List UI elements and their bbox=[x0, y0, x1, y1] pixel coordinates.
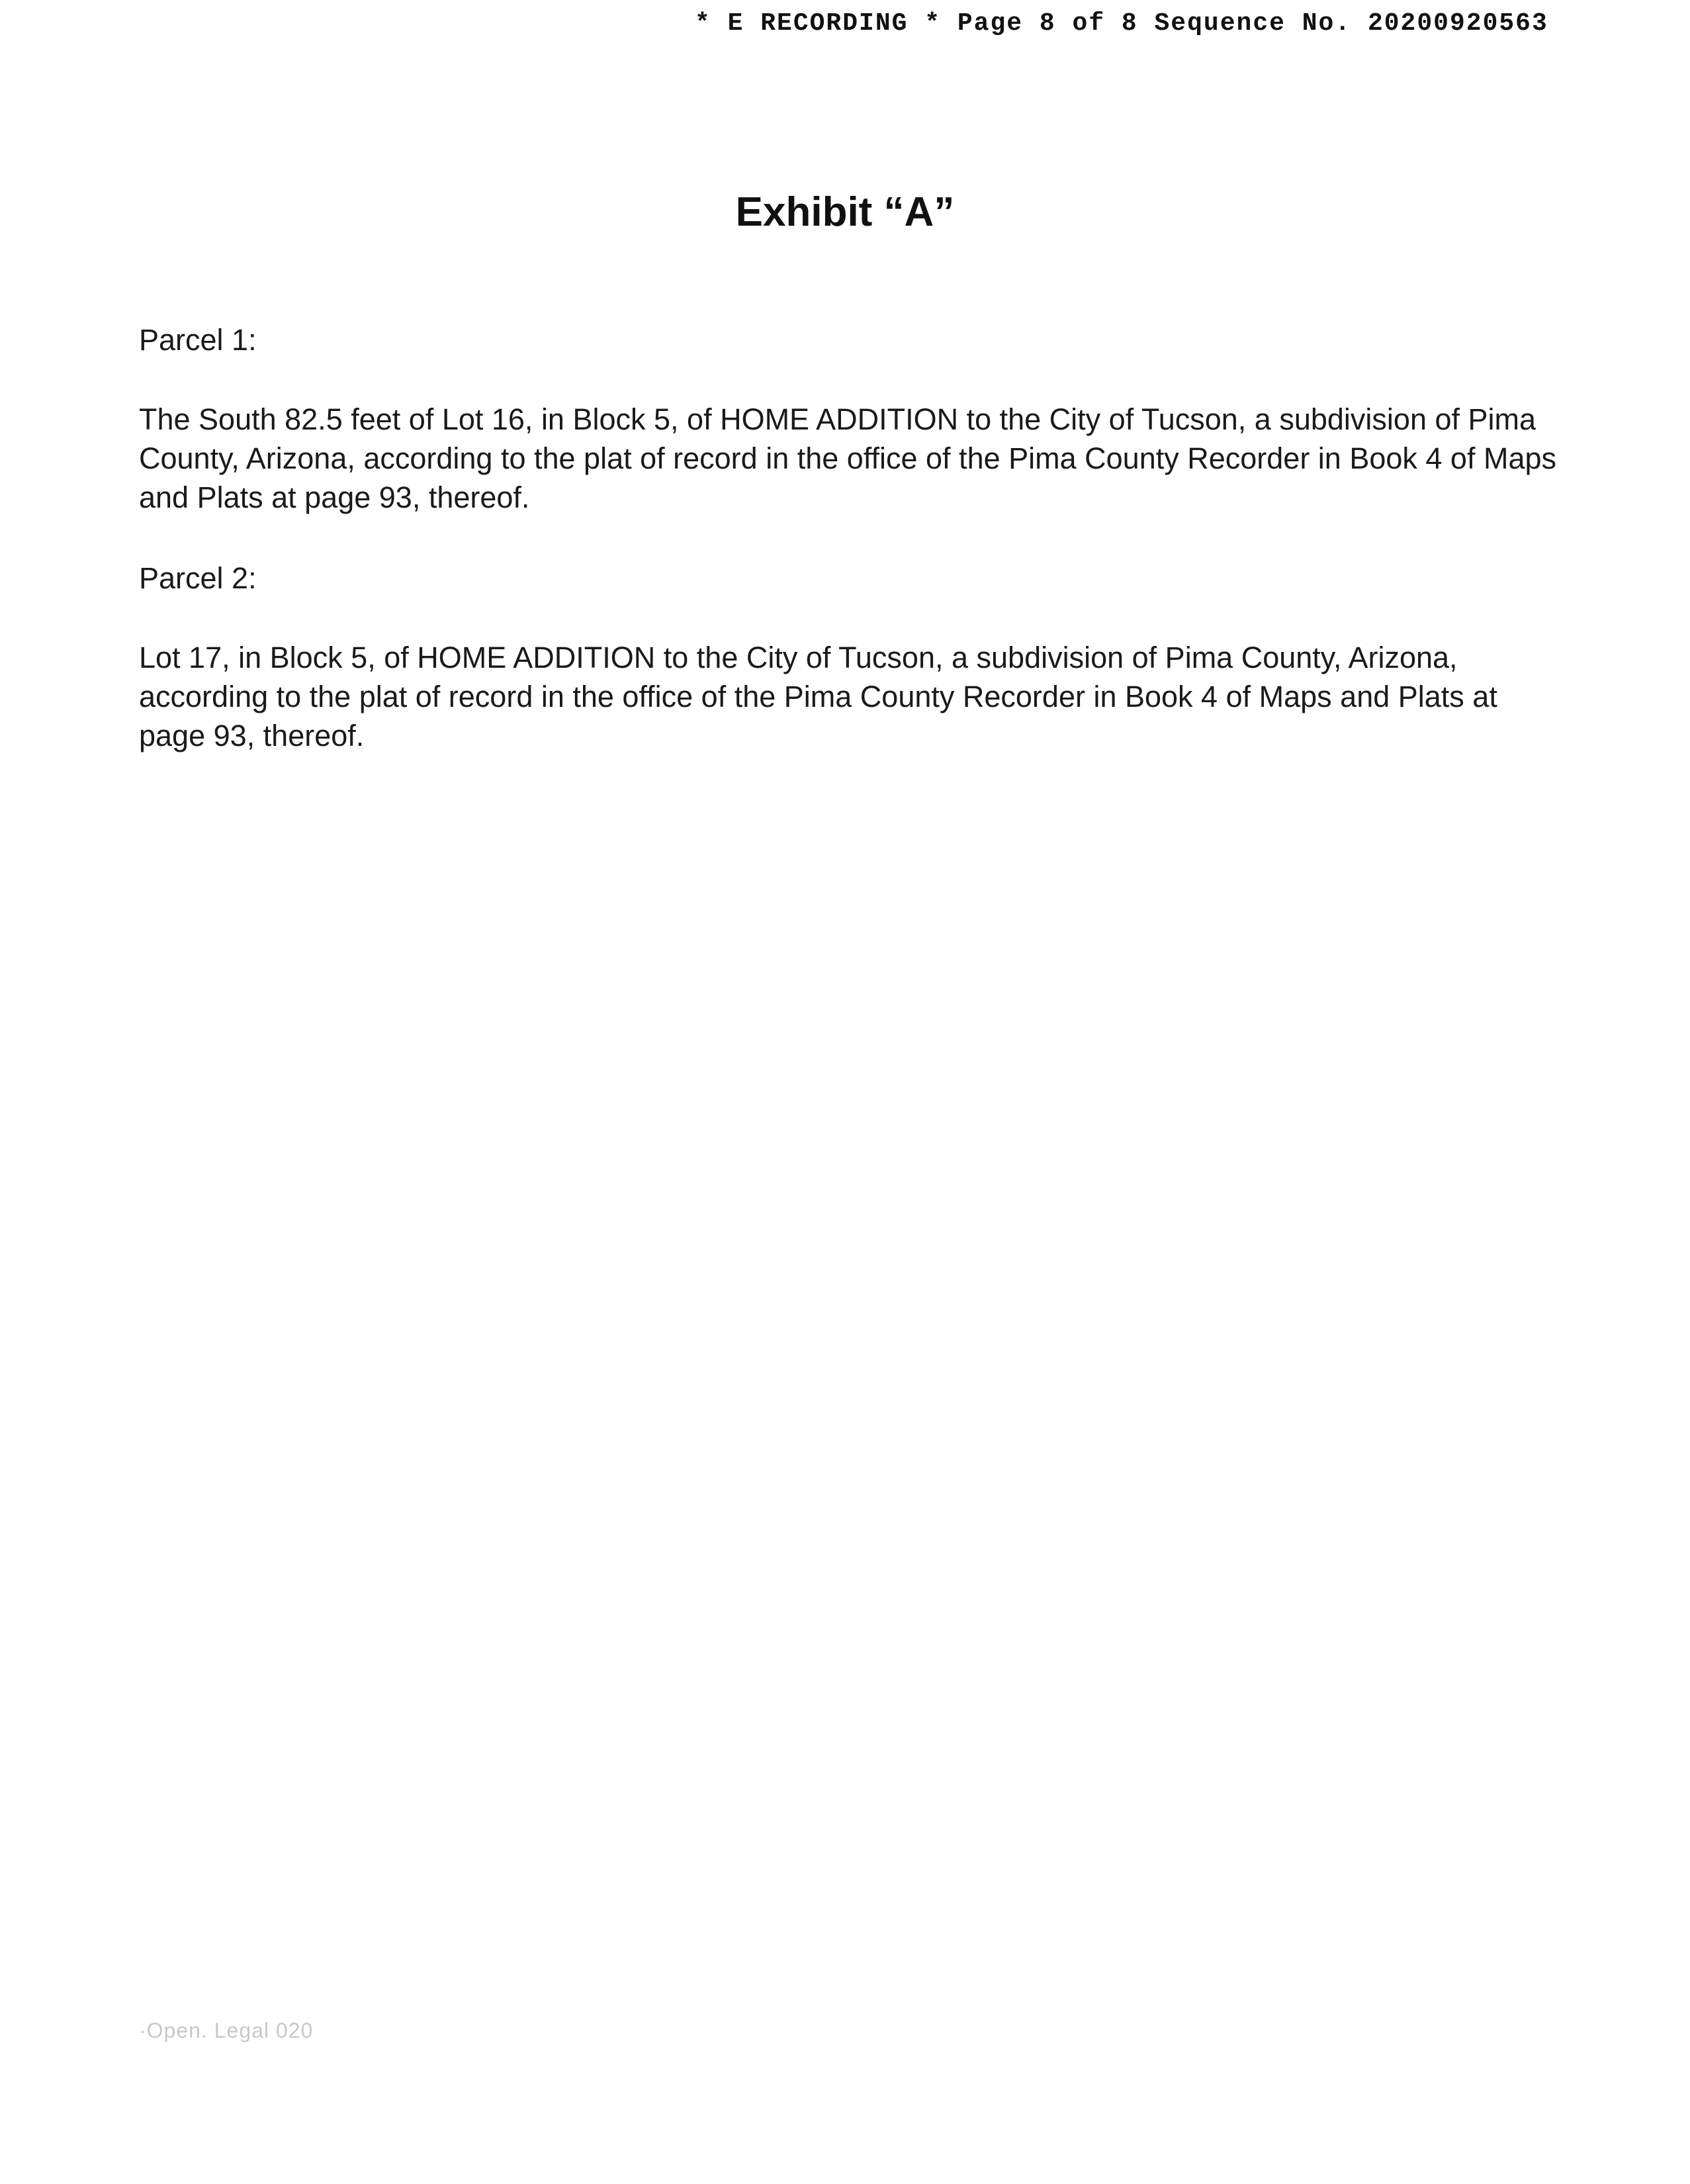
recording-header: * E RECORDING * Page 8 of 8 Sequence No. 20200920563 bbox=[695, 9, 1548, 38]
parcel-1-heading: Parcel 1: bbox=[139, 323, 257, 357]
page-title: Exhibit “A” bbox=[735, 189, 955, 235]
parcel-2-heading: Parcel 2: bbox=[139, 561, 257, 595]
footer-stamp: ·Open. Legal 020 bbox=[139, 2019, 314, 2042]
parcel-2-description: Lot 17, in Block 5, of HOME ADDITION to the City of Tucson, a subdivision of Pima County, Arizona, according to the plat of record in the office of the Pima County Recorder in Book 4 of Maps and Plats at page 93, thereof. bbox=[139, 641, 1497, 752]
parcel-1-description: The South 82.5 feet of Lot 16, in Block 5, of HOME ADDITION to the City of Tucson, a subdivision of Pima County, Arizona, according to the plat of record in the office of the Pima County Recorder in Book 4 of Maps and Plats at page 93, thereof. bbox=[139, 402, 1557, 514]
